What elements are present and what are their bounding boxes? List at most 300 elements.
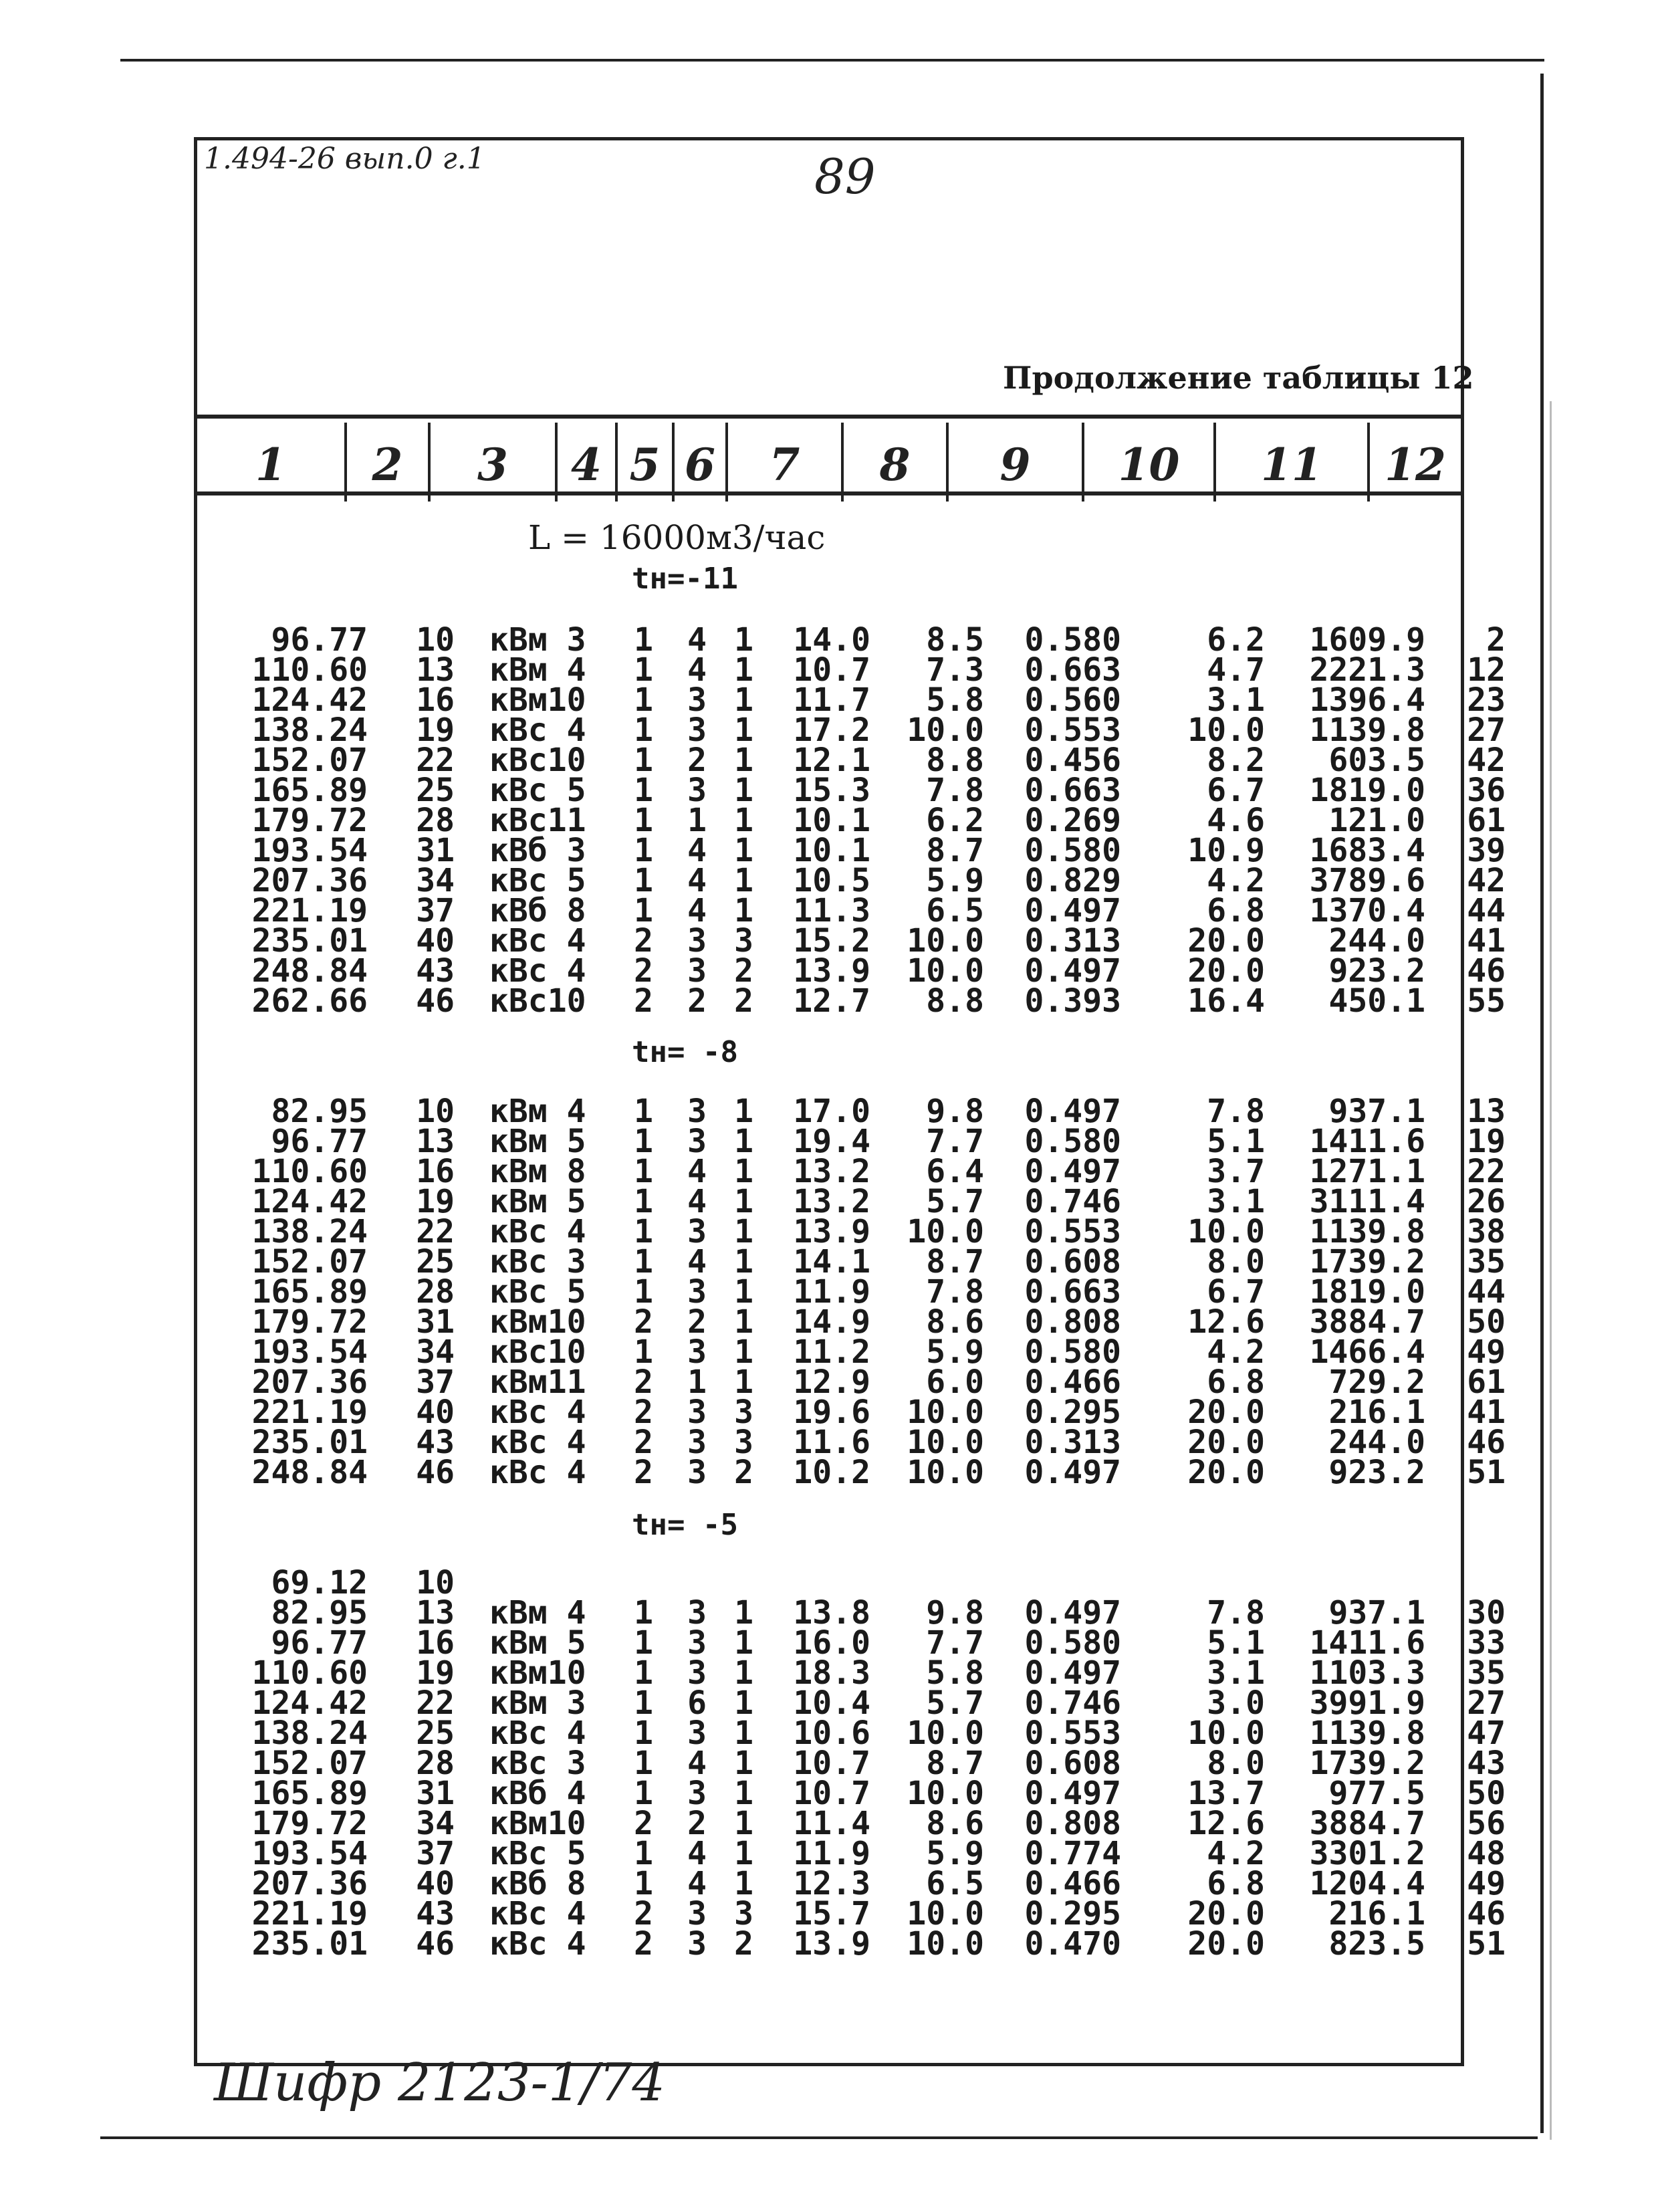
cell-col-8: 5.9 (926, 862, 984, 899)
cell-col-2: 40 (416, 1394, 455, 1431)
cell-col-4: 1 (634, 892, 653, 929)
cell-col-11: 1271.1 (1309, 1153, 1425, 1190)
cell-col-4: 2 (634, 982, 653, 1020)
cell-col-5: 4 (687, 862, 707, 899)
cell-col-7: 14.1 (793, 1243, 870, 1281)
cell-col-10: 20.0 (1187, 922, 1265, 960)
cell-col-9: 0.808 (1024, 1303, 1121, 1341)
cell-col-3: кВс 5 (489, 1273, 586, 1311)
cell-col-5: 3 (687, 1213, 707, 1250)
cell-col-11: 603.5 (1328, 742, 1425, 779)
cell-col-7: 13.9 (793, 952, 870, 990)
cell-col-6: 2 (734, 982, 753, 1020)
cell-col-7: 17.0 (793, 1093, 870, 1130)
cell-col-9: 0.497 (1024, 1594, 1121, 1632)
cell-col-8: 5.9 (926, 1333, 984, 1371)
cell-col-4: 1 (634, 1273, 653, 1311)
cell-col-9: 0.313 (1024, 1424, 1121, 1461)
cell-col-6: 2 (734, 1454, 753, 1491)
cell-col-11: 1683.4 (1309, 832, 1425, 869)
cell-col-12: 23 (1467, 681, 1506, 719)
cell-col-5: 3 (687, 1273, 707, 1311)
cell-col-12: 49 (1467, 1865, 1506, 1902)
cell-col-9: 0.466 (1024, 1363, 1121, 1401)
cell-col-8: 5.8 (926, 1654, 984, 1692)
cell-col-7: 10.7 (793, 651, 870, 689)
cell-col-1: 235.01 (251, 1925, 368, 1963)
cell-col-9: 0.774 (1024, 1835, 1121, 1872)
cell-col-9: 0.497 (1024, 1153, 1121, 1190)
cell-col-6: 3 (734, 1895, 753, 1932)
cell-col-4: 1 (634, 1865, 653, 1902)
cell-col-4: 1 (634, 772, 653, 809)
cell-col-11: 1739.2 (1309, 1243, 1425, 1281)
cell-col-6: 1 (734, 742, 753, 779)
cell-col-2: 25 (416, 772, 455, 809)
cell-col-1: 82.95 (271, 1594, 368, 1632)
cell-col-4: 1 (634, 1333, 653, 1371)
cell-col-6: 1 (734, 1123, 753, 1160)
cell-col-4: 1 (634, 651, 653, 689)
cell-col-5: 3 (687, 1715, 707, 1752)
cell-col-7: 10.6 (793, 1715, 870, 1752)
cell-col-3: кВм 4 (489, 1594, 586, 1632)
cell-col-2: 43 (416, 1424, 455, 1461)
cell-col-8: 6.5 (926, 892, 984, 929)
cell-col-4: 1 (634, 1745, 653, 1782)
cell-col-5: 3 (687, 1624, 707, 1662)
cell-col-11: 1609.9 (1309, 621, 1425, 659)
cell-col-5: 3 (687, 1895, 707, 1932)
cell-col-9: 0.497 (1024, 1775, 1121, 1812)
cell-col-5: 3 (687, 1123, 707, 1160)
cell-col-11: 1411.6 (1309, 1624, 1425, 1662)
cell-col-10: 3.0 (1207, 1684, 1265, 1722)
cell-col-12: 61 (1467, 1363, 1506, 1401)
cell-col-10: 6.8 (1207, 892, 1265, 929)
cell-col-12: 42 (1467, 862, 1506, 899)
cell-col-2: 34 (416, 1333, 455, 1371)
cell-col-7: 10.1 (793, 802, 870, 839)
cell-col-7: 10.4 (793, 1684, 870, 1722)
cell-col-2: 13 (416, 1594, 455, 1632)
cell-col-8: 8.7 (926, 1745, 984, 1782)
cell-col-1: 262.66 (251, 982, 368, 1020)
cell-col-4: 1 (634, 1654, 653, 1692)
cell-col-7: 10.1 (793, 832, 870, 869)
cell-col-8: 7.7 (926, 1624, 984, 1662)
cell-col-1: 110.60 (251, 1153, 368, 1190)
cell-col-2: 37 (416, 892, 455, 929)
cell-col-12: 50 (1467, 1303, 1506, 1341)
cell-col-3: кВс 4 (489, 952, 586, 990)
cell-col-12: 13 (1467, 1093, 1506, 1130)
cell-col-7: 13.2 (793, 1183, 870, 1220)
cell-col-3: кВс11 (489, 802, 586, 839)
cell-col-1: 138.24 (251, 711, 368, 749)
cell-col-5: 2 (687, 742, 707, 779)
cell-col-12: 49 (1467, 1333, 1506, 1371)
cell-col-2: 37 (416, 1363, 455, 1401)
cell-col-9: 0.295 (1024, 1895, 1121, 1932)
cell-col-7: 14.0 (793, 621, 870, 659)
cell-col-11: 216.1 (1328, 1895, 1425, 1932)
cell-col-6: 2 (734, 1925, 753, 1963)
cell-col-10: 6.7 (1207, 772, 1265, 809)
cell-col-1: 193.54 (251, 832, 368, 869)
cell-col-3: кВм 8 (489, 1153, 586, 1190)
cell-col-4: 1 (634, 1243, 653, 1281)
cell-col-6: 1 (734, 1594, 753, 1632)
cell-col-8: 10.0 (907, 1394, 984, 1431)
cell-col-12: 2 (1486, 621, 1506, 659)
cell-col-10: 10.9 (1187, 832, 1265, 869)
cell-col-7: 12.3 (793, 1865, 870, 1902)
cell-col-5: 3 (687, 772, 707, 809)
cell-col-7: 11.2 (793, 1333, 870, 1371)
cell-col-12: 43 (1467, 1745, 1506, 1782)
cell-col-9: 0.663 (1024, 772, 1121, 809)
continuation-caption: Продолжение таблицы 12 (1003, 360, 1474, 396)
cell-col-4: 2 (634, 922, 653, 960)
cell-col-4: 2 (634, 1895, 653, 1932)
column-header-8: 8 (879, 439, 911, 491)
cell-col-11: 3789.6 (1309, 862, 1425, 899)
cell-col-6: 1 (734, 621, 753, 659)
cell-col-10: 10.0 (1187, 1715, 1265, 1752)
cell-col-1: 193.54 (251, 1835, 368, 1872)
cell-col-9: 0.497 (1024, 1654, 1121, 1692)
right-rule (1540, 74, 1544, 2133)
cell-col-2: 28 (416, 1745, 455, 1782)
cell-col-3: кВм 4 (489, 1093, 586, 1130)
cell-col-6: 1 (734, 651, 753, 689)
cell-col-10: 5.1 (1207, 1123, 1265, 1160)
cell-col-6: 1 (734, 892, 753, 929)
cell-col-1: 207.36 (251, 1363, 368, 1401)
cell-col-3: кВс 5 (489, 772, 586, 809)
cell-col-5: 4 (687, 832, 707, 869)
cell-col-3: кВс 4 (489, 922, 586, 960)
cell-col-2: 22 (416, 742, 455, 779)
cell-col-5: 6 (687, 1684, 707, 1722)
cell-col-6: 1 (734, 1684, 753, 1722)
cell-col-9: 0.497 (1024, 892, 1121, 929)
cell-col-11: 3991.9 (1309, 1684, 1425, 1722)
cell-col-11: 823.5 (1328, 1925, 1425, 1963)
cell-col-11: 729.2 (1328, 1363, 1425, 1401)
cell-col-5: 3 (687, 1394, 707, 1431)
cell-col-11: 1139.8 (1309, 711, 1425, 749)
cell-col-12: 39 (1467, 832, 1506, 869)
cell-col-9: 0.553 (1024, 711, 1121, 749)
cell-col-8: 5.8 (926, 681, 984, 719)
cell-col-10: 3.1 (1207, 1183, 1265, 1220)
cell-col-3: кВс 4 (489, 1715, 586, 1752)
cell-col-4: 1 (634, 802, 653, 839)
cell-col-12: 46 (1467, 1895, 1506, 1932)
cell-col-11: 3884.7 (1309, 1805, 1425, 1842)
cell-col-6: 1 (734, 1805, 753, 1842)
cell-col-9: 0.497 (1024, 952, 1121, 990)
cell-col-6: 1 (734, 1835, 753, 1872)
table-row (201, 986, 1506, 1016)
cell-col-12: 56 (1467, 1805, 1506, 1842)
cell-col-3: кВс 4 (489, 711, 586, 749)
cell-col-8: 8.8 (926, 742, 984, 779)
cell-col-3: кВм 5 (489, 1624, 586, 1662)
top-rule (120, 59, 1544, 62)
cell-col-11: 1204.4 (1309, 1865, 1425, 1902)
cell-col-8: 8.8 (926, 982, 984, 1020)
cell-col-9: 0.313 (1024, 922, 1121, 960)
cell-col-1: 124.42 (251, 681, 368, 719)
cell-col-6: 1 (734, 1775, 753, 1812)
cell-col-1: 165.89 (251, 772, 368, 809)
cell-col-8: 5.7 (926, 1183, 984, 1220)
cell-col-9: 0.608 (1024, 1745, 1121, 1782)
cell-col-6: 1 (734, 1243, 753, 1281)
cell-col-7: 11.3 (793, 892, 870, 929)
cell-col-1: 110.60 (251, 1654, 368, 1692)
cell-col-11: 937.1 (1328, 1093, 1425, 1130)
cell-col-5: 3 (687, 1333, 707, 1371)
cell-col-1: 235.01 (251, 1424, 368, 1461)
cell-col-9: 0.470 (1024, 1925, 1121, 1963)
cell-col-9: 0.466 (1024, 1865, 1121, 1902)
cell-col-1: 221.19 (251, 892, 368, 929)
cell-col-11: 1819.0 (1309, 772, 1425, 809)
column-header-5: 5 (629, 439, 661, 491)
cell-col-1: 96.77 (271, 1624, 368, 1662)
cell-col-4: 1 (634, 1715, 653, 1752)
column-header-7: 7 (769, 439, 800, 491)
cell-col-4: 2 (634, 1805, 653, 1842)
cell-col-4: 1 (634, 1684, 653, 1722)
cell-col-4: 1 (634, 1624, 653, 1662)
cell-col-10: 12.6 (1187, 1805, 1265, 1842)
cell-col-3: кВб 3 (489, 832, 586, 869)
cell-col-12: 48 (1467, 1835, 1506, 1872)
cell-col-5: 4 (687, 621, 707, 659)
cell-col-9: 0.746 (1024, 1183, 1121, 1220)
cell-col-5: 3 (687, 1594, 707, 1632)
cell-col-4: 1 (634, 1213, 653, 1250)
cell-col-8: 5.9 (926, 1835, 984, 1872)
cell-col-8: 6.4 (926, 1153, 984, 1190)
cell-col-2: 34 (416, 862, 455, 899)
cell-col-4: 2 (634, 1394, 653, 1431)
cell-col-11: 3301.2 (1309, 1835, 1425, 1872)
cell-col-11: 121.0 (1328, 802, 1425, 839)
cell-col-2: 13 (416, 651, 455, 689)
cell-col-6: 1 (734, 711, 753, 749)
cell-col-5: 4 (687, 1745, 707, 1782)
cell-col-1: 152.07 (251, 1243, 368, 1281)
cell-col-12: 50 (1467, 1775, 1506, 1812)
cell-col-9: 0.808 (1024, 1805, 1121, 1842)
cell-col-7: 12.9 (793, 1363, 870, 1401)
cell-col-3: кВм 5 (489, 1183, 586, 1220)
cell-col-7: 16.0 (793, 1624, 870, 1662)
cell-col-10: 20.0 (1187, 952, 1265, 990)
cell-col-12: 42 (1467, 742, 1506, 779)
cell-col-12: 35 (1467, 1243, 1506, 1281)
cell-col-11: 1819.0 (1309, 1273, 1425, 1311)
cell-col-9: 0.553 (1024, 1213, 1121, 1250)
cell-col-7: 12.1 (793, 742, 870, 779)
cell-col-5: 4 (687, 1153, 707, 1190)
cell-col-2: 28 (416, 1273, 455, 1311)
cell-col-7: 13.2 (793, 1153, 870, 1190)
cell-col-7: 11.4 (793, 1805, 870, 1842)
cell-col-7: 19.6 (793, 1394, 870, 1431)
cell-col-1: 124.42 (251, 1684, 368, 1722)
cell-col-8: 10.0 (907, 1895, 984, 1932)
cell-col-7: 11.6 (793, 1424, 870, 1461)
cell-col-8: 10.0 (907, 1775, 984, 1812)
cell-col-2: 46 (416, 1925, 455, 1963)
section-title-3: tн= -5 (632, 1508, 738, 1542)
cell-col-1: 179.72 (251, 802, 368, 839)
cell-col-8: 10.0 (907, 1715, 984, 1752)
cell-col-3: кВс 4 (489, 1424, 586, 1461)
cell-col-7: 13.8 (793, 1594, 870, 1632)
cell-col-10: 4.2 (1207, 1835, 1265, 1872)
cell-col-1: 138.24 (251, 1213, 368, 1250)
cell-col-11: 3884.7 (1309, 1303, 1425, 1341)
cell-col-6: 3 (734, 1424, 753, 1461)
edge-mark (1550, 401, 1552, 2140)
cell-col-7: 13.9 (793, 1213, 870, 1250)
cell-col-3: кВс 5 (489, 862, 586, 899)
cell-col-6: 1 (734, 1153, 753, 1190)
cell-col-2: 31 (416, 832, 455, 869)
cell-col-8: 6.5 (926, 1865, 984, 1902)
cell-col-8: 10.0 (907, 952, 984, 990)
column-header-3: 3 (477, 439, 508, 491)
cell-col-5: 4 (687, 1243, 707, 1281)
cell-col-1: 235.01 (251, 922, 368, 960)
cell-col-8: 10.0 (907, 922, 984, 960)
cell-col-12: 38 (1467, 1213, 1506, 1250)
cell-col-4: 2 (634, 1363, 653, 1401)
cell-col-10: 20.0 (1187, 1895, 1265, 1932)
cell-col-4: 1 (634, 1835, 653, 1872)
cell-col-8: 8.5 (926, 621, 984, 659)
cell-col-11: 244.0 (1328, 922, 1425, 960)
cell-col-3: кВм 3 (489, 621, 586, 659)
cell-col-1: 124.42 (251, 1183, 368, 1220)
cell-col-4: 1 (634, 1123, 653, 1160)
cell-col-4: 2 (634, 1925, 653, 1963)
cell-col-8: 7.7 (926, 1123, 984, 1160)
cell-col-1: 193.54 (251, 1333, 368, 1371)
cell-col-10: 20.0 (1187, 1454, 1265, 1491)
cell-col-3: кВм10 (489, 1805, 586, 1842)
cell-col-1: 165.89 (251, 1775, 368, 1812)
table-row (201, 1929, 1506, 1959)
cell-col-1: 152.07 (251, 1745, 368, 1782)
cell-col-9: 0.608 (1024, 1243, 1121, 1281)
cell-col-10: 12.6 (1187, 1303, 1265, 1341)
cell-col-3: кВм 4 (489, 651, 586, 689)
cell-col-5: 4 (687, 892, 707, 929)
cell-col-5: 3 (687, 952, 707, 990)
cell-col-2: 46 (416, 1454, 455, 1491)
cell-col-3: кВм 3 (489, 1684, 586, 1722)
header-top-line (194, 415, 1464, 419)
cell-col-5: 1 (687, 802, 707, 839)
cell-col-8: 6.2 (926, 802, 984, 839)
cell-col-2: 10 (416, 1564, 455, 1601)
section-2-table (201, 1093, 1506, 1491)
cell-col-5: 3 (687, 1454, 707, 1491)
cell-col-5: 3 (687, 711, 707, 749)
cell-col-10: 8.0 (1207, 1745, 1265, 1782)
cell-col-12: 51 (1467, 1925, 1506, 1963)
cell-col-12: 46 (1467, 952, 1506, 990)
cell-col-5: 1 (687, 1363, 707, 1401)
cell-col-7: 19.4 (793, 1123, 870, 1160)
cell-col-10: 6.7 (1207, 1273, 1265, 1311)
section-title-1: tн=-11 (632, 562, 738, 596)
cell-col-10: 7.8 (1207, 1093, 1265, 1130)
section-3-table (201, 1564, 1506, 1963)
table-row (201, 1458, 1506, 1488)
cell-col-3: кВс 4 (489, 1454, 586, 1491)
cell-col-4: 1 (634, 681, 653, 719)
cell-col-8: 7.3 (926, 651, 984, 689)
cell-col-8: 10.0 (907, 1424, 984, 1461)
cell-col-12: 30 (1467, 1594, 1506, 1632)
cell-col-9: 0.580 (1024, 1333, 1121, 1371)
cell-col-7: 17.2 (793, 711, 870, 749)
cell-col-9: 0.497 (1024, 1454, 1121, 1491)
cell-col-4: 2 (634, 1303, 653, 1341)
cell-col-9: 0.746 (1024, 1684, 1121, 1722)
cell-col-6: 1 (734, 1093, 753, 1130)
cell-col-2: 22 (416, 1684, 455, 1722)
cell-col-5: 4 (687, 1835, 707, 1872)
cell-col-2: 40 (416, 1865, 455, 1902)
cell-col-12: 26 (1467, 1183, 1506, 1220)
cell-col-12: 12 (1467, 651, 1506, 689)
cell-col-12: 41 (1467, 1394, 1506, 1431)
column-header-12: 12 (1385, 439, 1446, 491)
cell-col-3: кВс10 (489, 1333, 586, 1371)
cell-col-11: 450.1 (1328, 982, 1425, 1020)
cell-col-9: 0.580 (1024, 1123, 1121, 1160)
cell-col-7: 12.7 (793, 982, 870, 1020)
cell-col-5: 2 (687, 1303, 707, 1341)
cell-col-11: 216.1 (1328, 1394, 1425, 1431)
cell-col-4: 2 (634, 1424, 653, 1461)
cell-col-10: 6.8 (1207, 1865, 1265, 1902)
cell-col-12: 41 (1467, 922, 1506, 960)
cell-col-7: 15.7 (793, 1895, 870, 1932)
cell-col-4: 1 (634, 832, 653, 869)
cell-col-1: 96.77 (271, 1123, 368, 1160)
cell-col-2: 40 (416, 922, 455, 960)
cell-col-2: 46 (416, 982, 455, 1020)
cell-col-10: 7.8 (1207, 1594, 1265, 1632)
cell-col-11: 1396.4 (1309, 681, 1425, 719)
cell-col-11: 1739.2 (1309, 1745, 1425, 1782)
cell-col-4: 1 (634, 1153, 653, 1190)
cell-col-1: 207.36 (251, 862, 368, 899)
cell-col-10: 20.0 (1187, 1424, 1265, 1461)
